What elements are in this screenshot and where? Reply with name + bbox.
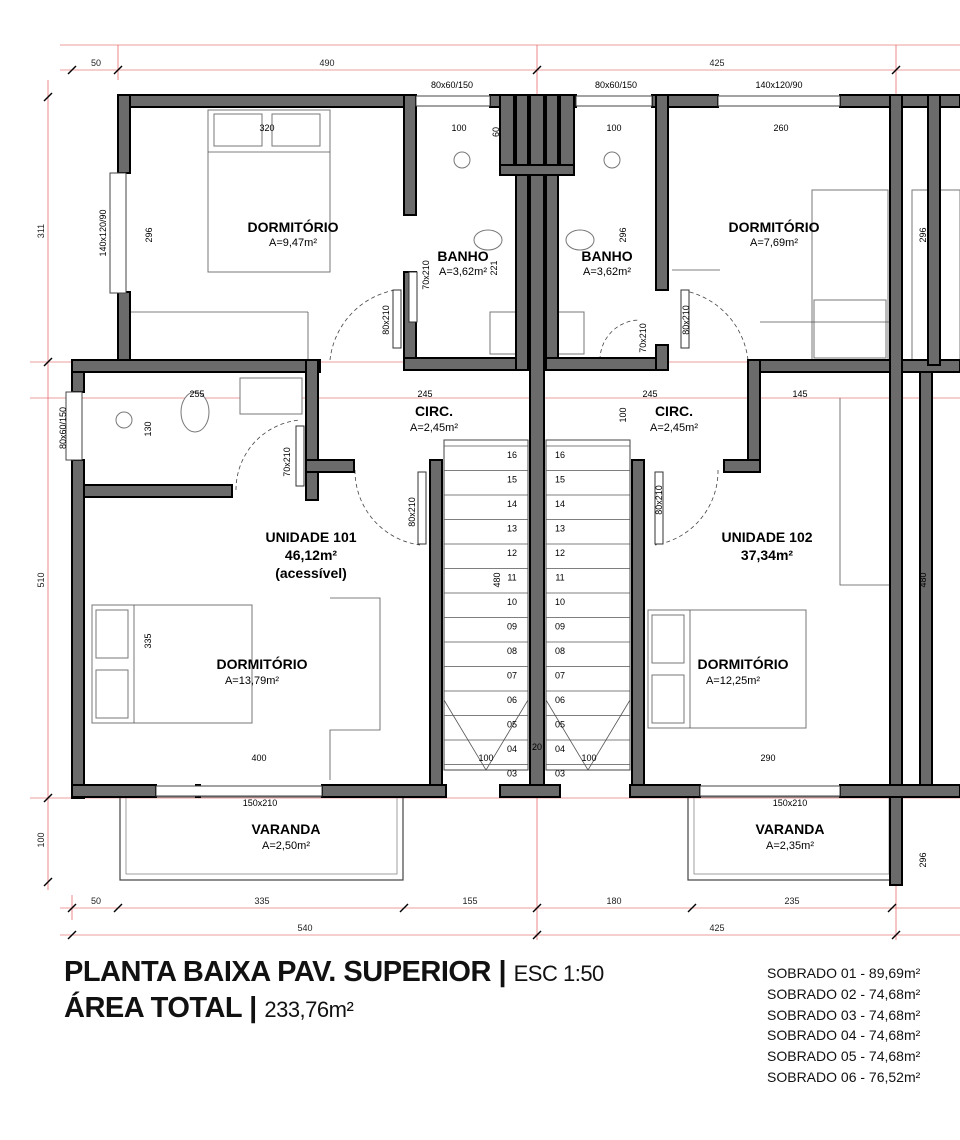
room-name-6: DORMITÓRIO	[216, 656, 308, 672]
stair-step-number: 10	[506, 597, 518, 607]
inner-dim-6: 296	[918, 227, 928, 243]
areas-list	[767, 963, 920, 1088]
unit-name-1: UNIDADE 102	[721, 529, 813, 545]
room-area-0: A=9,47m²	[269, 237, 317, 249]
inner-dim-2: 100	[606, 123, 622, 133]
stair-step-number: 08	[554, 646, 566, 656]
room-name-3: DORMITÓRIO	[728, 219, 820, 235]
stair-step-number: 15	[554, 474, 566, 485]
dim-left-0: 311	[36, 223, 46, 239]
inner-dim-18: 100	[478, 753, 494, 763]
stair-step-number: 03	[506, 768, 518, 779]
inner-dim-19: 100	[581, 753, 597, 763]
dim-top-0: 50	[90, 58, 102, 68]
unit-area-0: 46,12m²	[284, 547, 338, 563]
inner-dim-10: 245	[417, 389, 433, 399]
stair-step-number: 09	[506, 621, 518, 632]
inner-dim-0: 320	[259, 123, 275, 133]
dim-bottom-2: 155	[462, 896, 478, 906]
stair-step-number: 06	[506, 695, 518, 705]
inner-dim-21: 221	[489, 260, 499, 276]
room-area-7: A=12,25m²	[705, 675, 761, 687]
stair-step-number: 05	[554, 719, 566, 730]
inner-dim-7: 296	[918, 852, 928, 868]
unit-area-1: 37,34m²	[740, 547, 794, 563]
stair-step-number: 07	[506, 670, 518, 681]
opening-4: 80x60/150	[58, 406, 68, 450]
inner-dim-12: 100	[618, 407, 628, 423]
opening-12: 70x210	[638, 323, 648, 353]
stair-step-number: 09	[554, 621, 566, 632]
inner-dim-11: 245	[642, 389, 658, 399]
dim-bottom2-0: 540	[297, 923, 313, 933]
stair-step-number: 13	[554, 523, 566, 534]
area-item: SOBRADO 02 - 74,68m²	[767, 985, 921, 1002]
stair-step-number: 12	[506, 548, 518, 558]
room-area-4: A=2,45m²	[410, 422, 458, 434]
sink-1	[240, 378, 302, 414]
opening-11: 70x210	[421, 260, 431, 290]
opening-8: 80x210	[681, 305, 691, 335]
toilet-2	[474, 230, 502, 250]
total-area-value: 233,76m²	[264, 997, 354, 1022]
stair-step-number: 04	[506, 744, 518, 754]
inner-dim-9: 130	[143, 421, 153, 437]
toilet-3	[566, 230, 594, 250]
opening-9: 80x210	[407, 497, 417, 527]
room-name-4: CIRC.	[414, 403, 454, 419]
dim-bottom-3: 180	[606, 896, 622, 906]
inner-dim-3: 260	[773, 123, 789, 133]
room-area-5: A=2,45m²	[650, 422, 698, 434]
inner-dim-16: 480	[918, 572, 928, 588]
unit-name-0: UNIDADE 101	[265, 529, 357, 545]
opening-1: 80x60/150	[594, 80, 638, 90]
dim-bottom2-1: 425	[709, 923, 725, 933]
title-line-1	[64, 955, 604, 991]
stair-step-number: 14	[506, 499, 518, 509]
stair-step-number: 14	[554, 499, 566, 509]
opening-10: 80x210	[654, 485, 664, 515]
inner-dim-5: 296	[618, 227, 628, 243]
dim-top-1: 490	[319, 58, 335, 68]
stair-step-number: 08	[506, 646, 518, 656]
stair-step-number: 11	[555, 572, 565, 583]
room-area-8: A=2,50m²	[262, 840, 310, 852]
shower-drain-1	[116, 412, 132, 428]
stair-step-number: 03	[554, 768, 566, 779]
inner-dim-23: 20	[531, 742, 543, 752]
title-block	[64, 955, 604, 1027]
unit-note-0: (acessível)	[275, 565, 347, 581]
opening-5: 150x210	[242, 798, 278, 808]
stair-step-number: 04	[554, 744, 566, 754]
title-line-2	[64, 991, 604, 1027]
room-name-0: DORMITÓRIO	[247, 219, 339, 235]
total-area-label: ÁREA TOTAL |	[64, 992, 257, 1024]
opening-6: 150x210	[772, 798, 808, 808]
opening-0: 80x60/150	[430, 80, 474, 90]
stair-step-number: 12	[554, 548, 566, 558]
stair-step-number: 15	[506, 474, 518, 485]
balconies	[120, 797, 895, 880]
room-area-3: A=7,69m²	[750, 237, 798, 249]
inner-dim-1: 100	[451, 123, 467, 133]
shower-drain-2	[454, 152, 470, 168]
room-name-5: CIRC.	[654, 403, 694, 419]
room-area-1: A=3,62m²	[439, 266, 487, 278]
shower-drain-3	[604, 152, 620, 168]
inner-dim-17: 400	[251, 753, 267, 763]
dim-top-2: 425	[709, 58, 725, 68]
inner-dim-20: 290	[760, 753, 776, 763]
inner-dim-4: 296	[144, 227, 154, 243]
dim-left-2: 100	[36, 832, 46, 848]
stair-step-number: 11	[507, 572, 517, 583]
opening-3: 140x120/90	[98, 209, 108, 257]
dim-bottom-0: 50	[90, 896, 102, 906]
inner-dim-22: 60	[491, 126, 501, 138]
opening-2: 140x120/90	[755, 80, 803, 90]
title-scale: ESC 1:50	[513, 961, 604, 986]
dim-left-1: 510	[36, 572, 46, 588]
stair-step-number: 05	[506, 719, 518, 730]
area-item: SOBRADO 01 - 89,69m²	[767, 965, 921, 981]
room-name-9: VARANDA	[755, 821, 825, 837]
area-item: SOBRADO 03 - 74,68m²	[767, 1006, 921, 1023]
dim-bottom-1: 335	[254, 896, 270, 906]
stair-step-number: 06	[554, 695, 566, 705]
room-name-8: VARANDA	[251, 821, 321, 837]
room-name-2: BANHO	[581, 248, 633, 264]
area-item: SOBRADO 06 - 76,52m²	[767, 1068, 921, 1085]
room-name-1: BANHO	[437, 248, 489, 264]
room-area-2: A=3,62m²	[583, 266, 631, 278]
stair-step-number: 07	[554, 670, 566, 681]
inner-dim-14: 335	[143, 633, 153, 649]
area-item: SOBRADO 04 - 74,68m²	[767, 1027, 921, 1044]
inner-dim-15: 480	[492, 572, 502, 588]
room-name-7: DORMITÓRIO	[697, 656, 789, 672]
dim-bottom-4: 235	[784, 896, 800, 906]
opening-7: 80x210	[381, 305, 391, 335]
inner-dim-8: 255	[189, 389, 205, 399]
inner-dim-13: 145	[792, 389, 808, 399]
room-area-9: A=2,35m²	[766, 840, 814, 852]
dimension-ticks	[44, 66, 900, 939]
stair-step-number: 16	[506, 450, 518, 460]
stair-step-number: 16	[554, 450, 566, 460]
title-main: PLANTA BAIXA PAV. SUPERIOR |	[64, 956, 507, 988]
stair-step-number: 13	[506, 523, 518, 534]
stair-step-number: 10	[554, 597, 566, 607]
area-item: SOBRADO 05 - 74,68m²	[767, 1048, 921, 1065]
opening-13: 70x210	[282, 447, 292, 477]
room-area-6: A=13,79m²	[224, 675, 280, 687]
